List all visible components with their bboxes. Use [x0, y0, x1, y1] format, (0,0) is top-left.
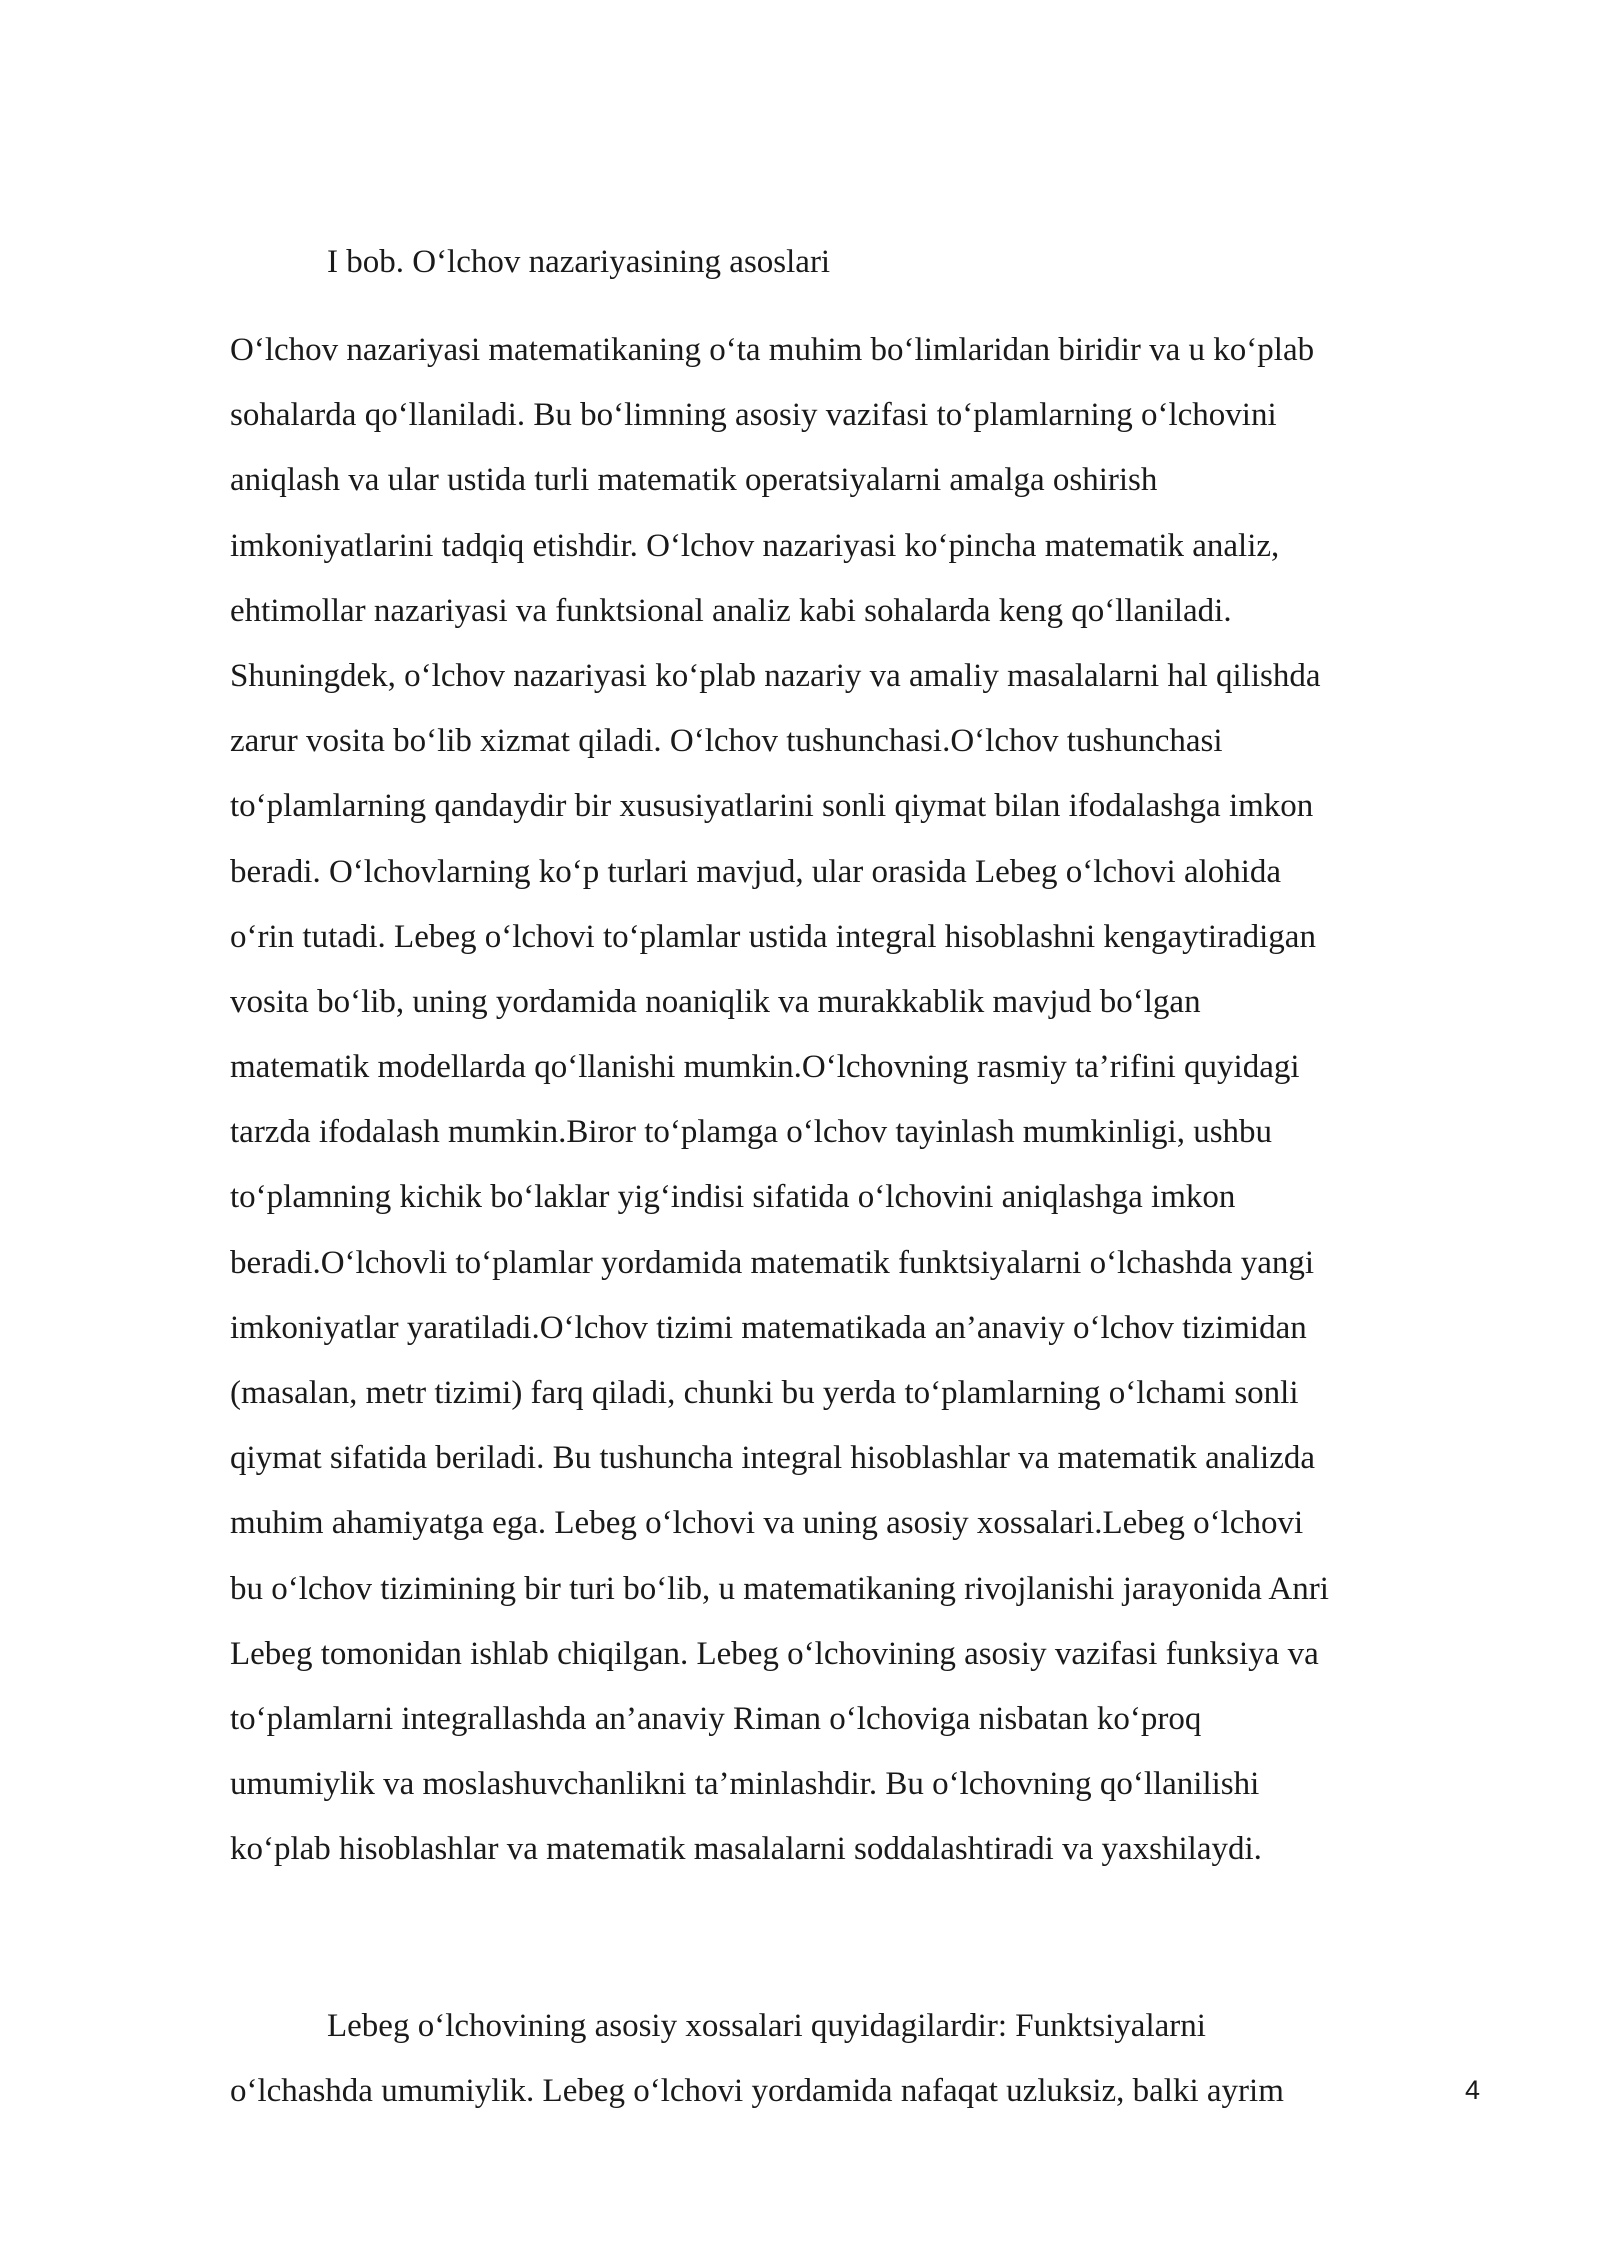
text-line: muhim ahamiyatga ega. Lebeg o‘lchovi va uning asosiy xossalari.Lebeg o‘lchovi	[230, 1505, 1304, 1542]
text-line: Lebeg o‘lchovining asosiy xossalari quyidagilardir: Funktsiyalarni	[327, 2008, 1206, 2044]
text-line: sohalarda qo‘llaniladi. Bu bo‘limning asosiy vazifasi to‘plamlarning o‘lchovini	[230, 397, 1277, 434]
text-line: to‘plamlarning qandaydir bir xususiyatlarini sonli qiymat bilan ifodalashga imkon	[230, 788, 1314, 825]
text-line: matematik modellarda qo‘llanishi mumkin.O‘lchovning rasmiy ta’rifini quyidagi	[230, 1049, 1300, 1086]
text-line: Shuningdek, o‘lchov nazariyasi ko‘plab nazariy va amaliy masalalarni hal qilishda	[230, 657, 1321, 694]
text-line: imkoniyatlar yaratiladi.O‘lchov tizimi matematikada an’anaviy o‘lchov tizimidan	[230, 1309, 1307, 1346]
text-line: to‘plamning kichik bo‘laklar yig‘indisi sifatida o‘lchovini aniqlashga imkon	[230, 1179, 1236, 1216]
text-line: qiymat sifatida beriladi. Bu tushuncha integral hisoblashlar va matematik analizda	[230, 1440, 1316, 1477]
paragraph-2	[230, 1994, 1530, 2124]
text-line: imkoniyatlarini tadqiq etishdir. O‘lchov nazariyasi ko‘pincha matematik analiz,	[230, 527, 1280, 564]
text-line: o‘lchashda umumiylik. Lebeg o‘lchovi yordamida nafaqat uzluksiz, balki ayrim	[230, 2073, 1284, 2110]
text-line: O‘lchov nazariyasi matematikaning o‘ta muhim bo‘limlaridan biridir va u ko‘plab	[230, 332, 1315, 368]
text-line: umumiylik va moslashuvchanlikni ta’minlashdir. Bu o‘lchovning qo‘llanilishi	[230, 1766, 1260, 1803]
text-line: vosita bo‘lib, uning yordamida noaniqlik va murakkablik mavjud bo‘lgan	[230, 983, 1201, 1020]
text-line: ko‘plab hisoblashlar va matematik masalalarni soddalashtiradi va yaxshilaydi.	[230, 1831, 1262, 1868]
text-line: beradi.O‘lchovli to‘plamlar yordamida matematik funktsiyalarni o‘lchashda yangi	[230, 1244, 1315, 1281]
chapter-heading: I bob. O‘lchov nazariyasining asoslari	[327, 244, 831, 280]
text-line: aniqlash va ular ustida turli matematik operatsiyalarni amalga oshirish	[230, 462, 1158, 499]
text-line: zarur vosita bo‘lib xizmat qiladi. O‘lchov tushunchasi.O‘lchov tushunchasi	[230, 723, 1223, 760]
text-line: beradi. O‘lchovlarning ko‘p turlari mavjud, ular orasida Lebeg o‘lchovi alohida	[230, 853, 1282, 890]
text-line: ehtimollar nazariyasi va funktsional analiz kabi sohalarda keng qo‘llaniladi.	[230, 592, 1232, 629]
text-line: to‘plamlarni integrallashda an’anaviy Riman o‘lchoviga nisbatan ko‘proq	[230, 1700, 1202, 1737]
text-line: o‘rin tutadi. Lebeg o‘lchovi to‘plamlar ustida integral hisoblashni kengaytiradigan	[230, 918, 1316, 955]
text-line: bu o‘lchov tizimining bir turi bo‘lib, u matematikaning rivojlanishi jarayonida Anri	[230, 1570, 1329, 1607]
paragraph-1	[230, 318, 1530, 1883]
text-line: (masalan, metr tizimi) farq qiladi, chunki bu yerda to‘plamlarning o‘lchami sonli	[230, 1375, 1299, 1411]
text-line: Lebeg tomonidan ishlab chiqilgan. Lebeg o‘lchovining asosiy vazifasi funksiya va	[230, 1635, 1319, 1672]
page-number: 4	[1465, 2075, 1481, 2105]
text-line: tarzda ifodalash mumkin.Biror to‘plamga o‘lchov tayinlash mumkinligi, ushbu	[230, 1114, 1273, 1151]
